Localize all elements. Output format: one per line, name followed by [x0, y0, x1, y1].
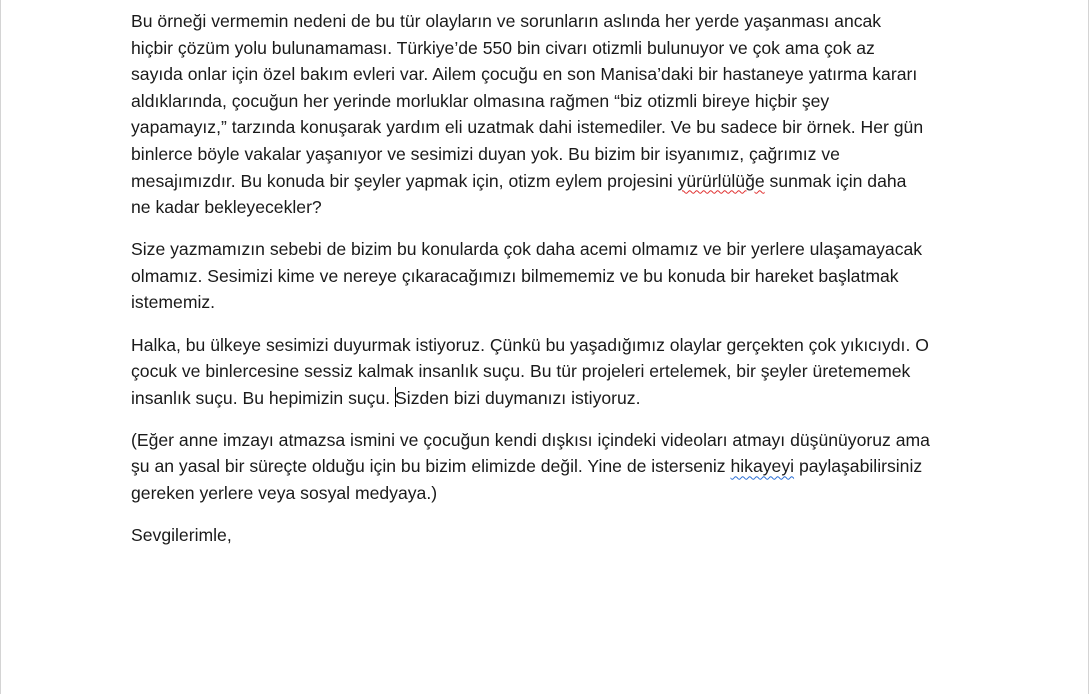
text-line[interactable] — [131, 358, 966, 385]
text-line[interactable] — [131, 453, 966, 480]
text-run: Sevgilerimle, — [131, 525, 232, 546]
text-line[interactable] — [131, 427, 966, 454]
text-run: paylaşabilirsiniz — [794, 456, 923, 477]
text-line[interactable] — [131, 289, 966, 316]
text-line[interactable] — [131, 236, 966, 263]
text-line[interactable] — [131, 194, 966, 221]
text-line[interactable] — [131, 88, 966, 115]
text-run: gereken yerlere veya sosyal medyaya.) — [131, 483, 438, 503]
text-run: binlerce böyle vakalar yaşanıyor ve sesimizi duyan yok. Bu bizim bir isyanımız, çağrımız ve — [131, 143, 840, 164]
text-run: insanlık suçu. Bu hepimizin suçu. — [131, 387, 396, 408]
text-run: istememiz. — [131, 292, 216, 313]
text-run: (Eğer anne imzayı atmazsa ismini ve çocuğun kendi dışkısı içindeki videoları atmayı düşünüyoruz ama — [131, 429, 930, 450]
paragraph[interactable] — [131, 8, 966, 221]
text-run: Sizden bizi duymanızı istiyoruz. — [395, 387, 641, 408]
text-run: aldıklarında, çocuğun her yerinde morluklar olmasına rağmen “biz otizmli bireye hiçbir şey — [131, 90, 830, 111]
text-line[interactable] — [131, 522, 966, 549]
text-line[interactable] — [131, 8, 966, 35]
text-line[interactable] — [131, 114, 966, 141]
text-line[interactable] — [131, 35, 966, 62]
text-run: çocuk ve binlercesine sessiz kalmak insanlık suçu. Bu tür projeleri ertelemek, bir şeyler üretememek — [131, 361, 911, 382]
paragraph[interactable] — [131, 427, 966, 507]
text-line[interactable] — [131, 480, 966, 507]
grammar-suggestion-word[interactable]: hikayeyi — [730, 456, 795, 477]
text-run: Bu örneği vermemin nedeni de bu tür olayların ve sorunların aslında her yerde yaşanması ancak — [131, 11, 882, 31]
text-run: Halka, bu ülkeye sesimizi duyurmak istiyoruz. Çünkü bu yaşadığımız olaylar gerçekten çok yıkıcıydı. O — [131, 334, 929, 355]
paragraph[interactable] — [131, 522, 966, 549]
text-run: sunmak için daha — [764, 170, 907, 191]
text-line[interactable] — [131, 263, 966, 290]
text-run: mesajımızdır. Bu konuda bir şeyler yapmak için, otizm eylem projesini — [131, 170, 678, 191]
paragraph[interactable] — [131, 332, 966, 412]
text-run: yapamayız,” tarzında konuşarak yardım eli uzatmak dahi istemediler. Ve bu sadece bir örnek. Her gün — [131, 117, 924, 138]
text-run: olmamız. Sesimizi kime ve nereye çıkaracağımızı bilmememiz ve bu konuda bir hareket başlatmak — [131, 265, 899, 286]
text-line[interactable] — [131, 332, 966, 359]
text-run: ne kadar bekleyecekler? — [131, 197, 322, 218]
text-run: Size yazmamızın sebebi de bizim bu konularda çok daha acemi olmamız ve bir yerlere ulaşamayacak — [131, 239, 923, 260]
text-run: hiçbir çözüm yolu bulunamaması. Türkiye’de 550 bin civarı otizmli bulunuyor ve çok ama çok az — [131, 37, 875, 58]
text-run: şu an yasal bir süreçte olduğu için bu bizim elimizde değil. Yine de isterseniz — [131, 456, 731, 477]
text-run: sayıda onlar için özel bakım evleri var. Ailem çocuğu en son Manisa’daki bir hastaneye yatırma kararı — [131, 64, 918, 85]
spelling-error-word[interactable]: yürürlülüğe — [677, 170, 765, 191]
document-body[interactable] — [131, 8, 966, 564]
text-line[interactable] — [131, 168, 966, 195]
text-line[interactable] — [131, 61, 966, 88]
text-line[interactable] — [131, 385, 966, 412]
text-line[interactable] — [131, 141, 966, 168]
paragraph[interactable] — [131, 236, 966, 316]
